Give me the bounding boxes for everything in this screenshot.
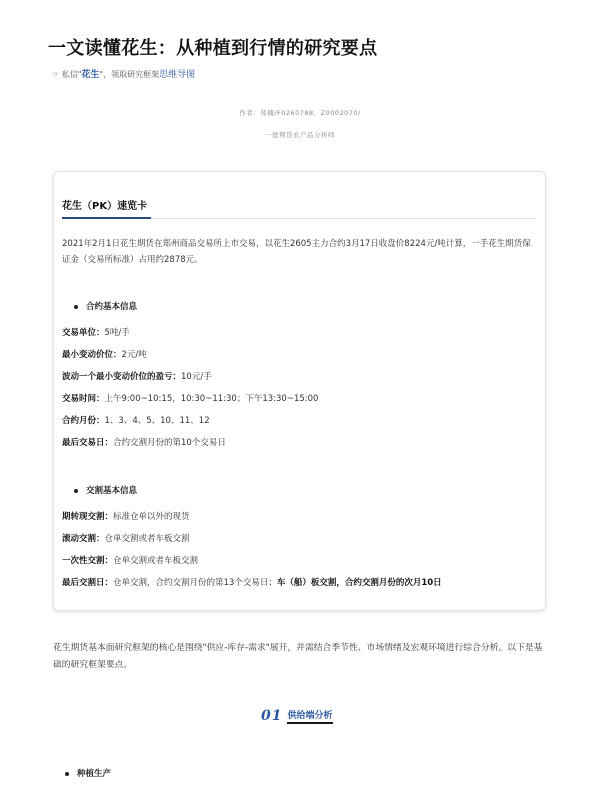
- contract-row: [62, 436, 226, 448]
- contract-info-heading-text: 合约基本信息: [86, 302, 138, 312]
- row-key: 一次性交割：: [62, 556, 114, 566]
- row-value: 5吨/手: [104, 328, 130, 338]
- row-key: 滚动交割：: [62, 534, 105, 544]
- delivery-row: [62, 532, 190, 544]
- row-key: 交易单位：: [62, 328, 105, 338]
- row-value: 仓单交割或者车板交割: [104, 534, 190, 544]
- card-title-underline: [62, 217, 151, 219]
- section-number: 01: [261, 708, 283, 724]
- contract-row: [62, 326, 130, 338]
- card-title: 花生（PK）速览卡: [62, 201, 148, 212]
- pointing-hand-icon: ☞: [52, 70, 60, 79]
- row-value-bold: 车（船）板交割，合约交割月份的次月10日: [276, 578, 442, 588]
- mindmap-link[interactable]: 思维导图: [159, 70, 196, 80]
- row-key: 波动一个最小变动价位的盈亏：: [62, 372, 182, 382]
- contract-info-heading: [74, 300, 137, 312]
- article-title: 一文读懂花生：从种植到行情的研究要点: [48, 38, 378, 59]
- delivery-row: [62, 554, 198, 566]
- section-label: 供给端分析: [287, 708, 332, 724]
- row-key: 交易时间：: [62, 394, 105, 404]
- card-intro: 2021年2月1日花生期货在郑州商品交易所上市交易，以花生2605主力合约3月17日收盘价8224元/吨计算，一手花生期货保证金（交易所标准）占用约2878元。: [62, 239, 531, 265]
- author-org: 一德期货农产品分析师: [265, 131, 335, 139]
- row-value: 10元/手: [181, 372, 212, 382]
- row-value: 1、3、4、5、10、11、12: [104, 416, 210, 426]
- contract-row: [62, 370, 212, 382]
- contract-row: [62, 392, 318, 404]
- contract-row: [62, 348, 147, 360]
- bullet-icon: [74, 305, 78, 309]
- row-value: 标准仓单以外的现货: [113, 512, 190, 522]
- section-badge: [261, 704, 333, 724]
- row-value: 2元/吨: [121, 350, 147, 360]
- delivery-row: [62, 510, 190, 522]
- row-value: 仓单交割，合约交割月份的第13个交易日；: [113, 578, 277, 588]
- author-line: 作者：郑楠/F0260788、Z0002070/: [239, 109, 361, 117]
- delivery-info-heading-text: 交割基本信息: [86, 486, 138, 496]
- planting-heading-text: 种植生产: [77, 769, 112, 779]
- bullet-icon: [74, 489, 78, 493]
- delivery-row: [62, 576, 442, 588]
- row-value: 上午9:00~10:15，10:30~11:30；下午13:30~15:00: [104, 394, 319, 404]
- promo-prefix: 私信": [61, 70, 82, 79]
- row-key: 期转现交割：: [62, 512, 114, 522]
- bullet-icon: [65, 772, 69, 776]
- framework-paragraph: 花生期货基本面研究框架的核心是围绕"供应-库存-需求"展开，并需结合季节性、市场情绪及宏观环境进行综合分析。以下是基础的研究框架要点。: [53, 643, 543, 670]
- planting-heading: [65, 767, 111, 779]
- row-value: 合约交割月份的第10个交易日: [113, 438, 226, 448]
- row-key: 最后交割日：: [62, 578, 114, 588]
- promo-keyword: 花生: [81, 70, 100, 80]
- promo-middle: "，领取研究框架: [99, 70, 160, 79]
- row-key: 最后交易日：: [62, 438, 114, 448]
- quick-view-card: [53, 171, 546, 611]
- row-value: 仓单交割或者车板交割: [113, 556, 199, 566]
- delivery-info-heading: [74, 484, 137, 496]
- contract-row: [62, 414, 210, 426]
- row-key: 最小变动价位：: [62, 350, 122, 360]
- row-key: 合约月份：: [62, 416, 105, 426]
- promo-line: [52, 67, 195, 80]
